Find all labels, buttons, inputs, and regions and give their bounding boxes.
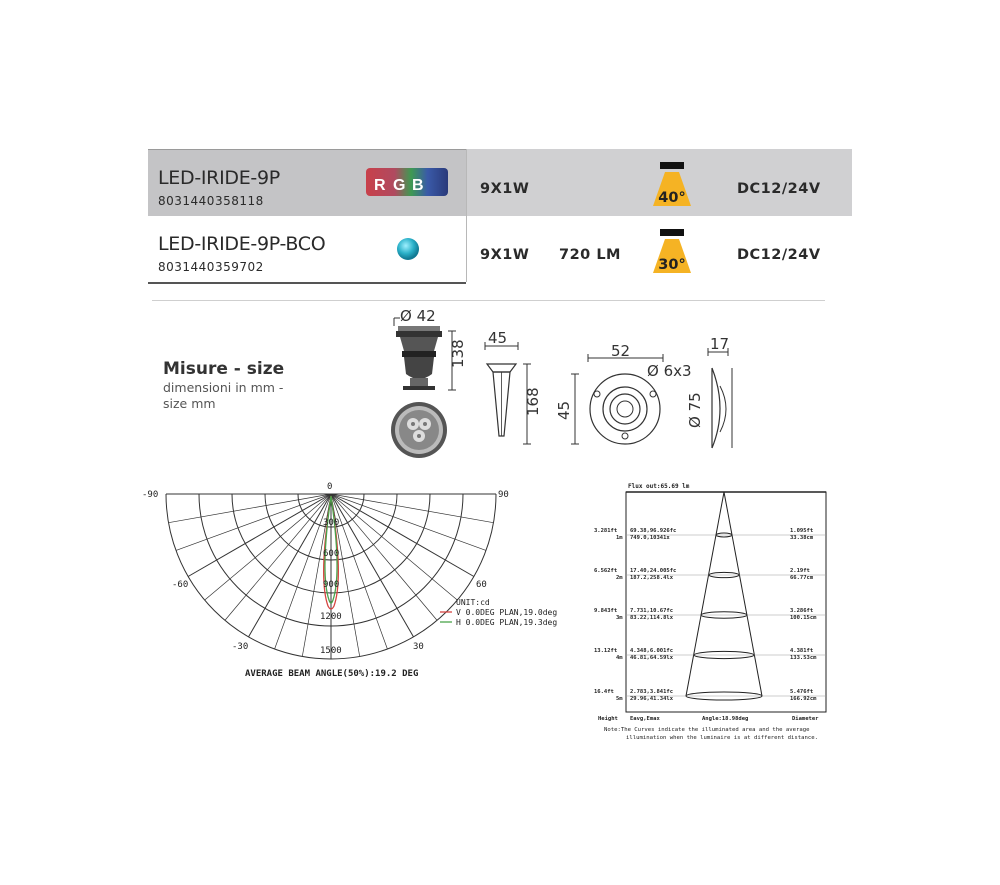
radial-label-900: 900	[323, 580, 340, 590]
dim-width-52: 52	[611, 342, 631, 360]
cone-row3-lx: 83.22,114.8lx	[630, 615, 674, 621]
beam-angle-icon-2	[651, 229, 693, 275]
cone-footer-diameter: Diameter	[792, 716, 819, 722]
radial-label-1500: 1500	[320, 646, 342, 656]
cone-row4-fc: 4.348,6.001fc	[630, 648, 674, 654]
product-code-2: 8031440359702	[158, 260, 264, 274]
size-subtitle-1: dimensioni in mm -	[163, 380, 284, 395]
cone-row3-d2: 100.15cm	[790, 615, 817, 621]
rgb-letter-b: B	[412, 177, 424, 194]
product-voltage-2: DC12/24V	[737, 247, 821, 263]
cone-row5-d2: 166.92cm	[790, 696, 817, 702]
legend-h: H 0.0DEG PLAN,19.3deg	[456, 618, 558, 627]
cone-row2-d1: 2.19ft	[790, 568, 810, 574]
table-column-divider	[466, 149, 467, 282]
angle-label-60: 60	[476, 580, 487, 590]
radial-label-300: 300	[323, 518, 340, 528]
cone-row1-fc: 69.38,96.926fc	[630, 528, 677, 534]
product-model-2: LED-IRIDE-9P-BCO	[158, 233, 326, 255]
cone-row2-fc: 17.40,24.005fc	[630, 568, 677, 574]
cyan-color-icon	[396, 237, 420, 261]
rgb-letter-g: G	[393, 177, 406, 194]
rgb-letter-r: R	[374, 177, 386, 194]
rgb-icon	[366, 168, 448, 196]
angle-label-0: 0	[327, 482, 333, 492]
cone-row4-m: 4m	[616, 655, 623, 661]
illumination-cone-chart	[590, 478, 840, 748]
dim-width-45: 45	[488, 329, 508, 347]
cone-note-1: Note:The Curves indicate the illuminated area and the average	[604, 727, 810, 733]
polar-distribution-chart	[140, 478, 580, 683]
cone-row5-ft: 16.4ft	[594, 689, 614, 695]
cone-row4-ft: 13.12ft	[594, 648, 618, 654]
cone-row3-d1: 3.286ft	[790, 608, 814, 614]
mounting-plate-drawing	[555, 340, 695, 460]
size-subtitle-2: size mm	[163, 396, 216, 411]
cone-row4-d1: 4.381ft	[790, 648, 814, 654]
dim-hole: Ø 6x3	[647, 362, 692, 380]
plate-side-drawing	[686, 335, 750, 456]
cone-row2-ft: 6.562ft	[594, 568, 618, 574]
cone-row5-m: 5m	[616, 696, 623, 702]
product-power-2: 9X1W	[480, 247, 530, 263]
beam-angle-caption: AVERAGE BEAM ANGLE(50%):19.2 DEG	[245, 669, 419, 679]
cone-row3-ft: 9.843ft	[594, 608, 618, 614]
dim-height-45: 45	[555, 400, 573, 420]
radial-label-600: 600	[323, 549, 340, 559]
cone-row2-m: 2m	[616, 575, 623, 581]
unit-label: UNIT:cd	[456, 598, 490, 607]
dim-diameter-75: Ø 75	[686, 392, 704, 428]
dim-diameter-42: Ø 42	[400, 307, 436, 325]
section-divider	[152, 300, 825, 301]
cone-row1-lx: 749.0,10341x	[630, 535, 670, 541]
cone-row3-fc: 7.731,10.67fc	[630, 608, 674, 614]
cone-row2-d2: 66.77cm	[790, 575, 814, 581]
size-title: Misure - size	[163, 359, 285, 379]
legend-v: V 0.0DEG PLAN,19.0deg	[456, 608, 558, 617]
cone-row1-m: 1m	[616, 535, 623, 541]
dim-height-138: 138	[449, 339, 467, 368]
product-model-1: LED-IRIDE-9P	[158, 167, 280, 189]
dim-width-17: 17	[710, 335, 730, 353]
fixture-side-drawing	[388, 306, 478, 466]
angle-label-neg90: -90	[142, 490, 159, 500]
cone-note-2: illumination when the luminaire is at different distance.	[626, 735, 818, 741]
beam-angle-icon-1	[651, 162, 693, 208]
product-power-1: 9X1W	[480, 181, 530, 197]
cone-row4-lx: 46.81,64.59lx	[630, 655, 674, 661]
cone-row3-m: 3m	[616, 615, 623, 621]
flux-label: Flux out:65.69 lm	[628, 483, 690, 490]
cone-row5-d1: 5.476ft	[790, 689, 814, 695]
angle-label-neg60: -60	[172, 580, 189, 590]
cone-row1-d1: 1.095ft	[790, 528, 814, 534]
angle-label-30: 30	[413, 642, 424, 652]
cone-row2-lx: 187.2,258.4lx	[630, 575, 674, 581]
radial-label-1200: 1200	[320, 612, 342, 622]
product-lumen-2: 720 LM	[559, 247, 621, 263]
dim-height-168: 168	[524, 387, 542, 416]
angle-label-neg30: -30	[232, 642, 249, 652]
ground-spike-drawing	[480, 329, 550, 451]
beam-angle-1: 40°	[658, 190, 686, 206]
product-code-1: 8031440358118	[158, 194, 264, 208]
table-bottom-rule	[148, 282, 466, 284]
cone-footer-height: Height	[598, 716, 618, 722]
angle-label-90: 90	[498, 490, 509, 500]
cone-row1-d2: 33.38cm	[790, 535, 814, 541]
table-top-rule	[148, 149, 466, 150]
product-voltage-1: DC12/24V	[737, 181, 821, 197]
cone-row5-fc: 2.783,3.841fc	[630, 689, 674, 695]
cone-footer-avg: Eavg,Emax	[630, 716, 660, 722]
beam-angle-2: 30°	[658, 257, 686, 273]
cone-row4-d2: 133.53cm	[790, 655, 817, 661]
cone-row5-lx: 29.96,41.34lx	[630, 696, 674, 702]
cone-row1-ft: 3.281ft	[594, 528, 618, 534]
cone-footer-angle: Angle:18.98deg	[702, 716, 749, 722]
